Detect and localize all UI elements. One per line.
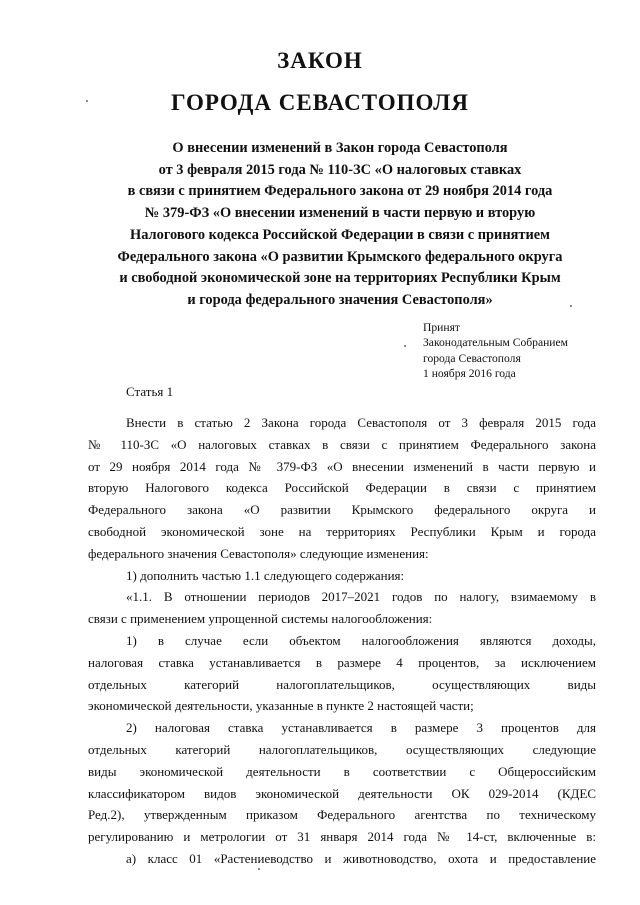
subtitle-line: и свободной экономической зоне на территориях Республики Крым — [119, 270, 561, 287]
body-line: а) класс 01 «Растениеводство и животноводство, охота и предоставление — [126, 850, 596, 866]
scan-speck — [258, 868, 260, 870]
adoption-line: города Севастополя — [423, 351, 521, 365]
body-line: отдельных категорий налогоплательщиков, осуществляющих следующие — [88, 741, 596, 757]
body-line: экономической деятельности, указанные в пункте 2 настоящей части; — [88, 698, 474, 714]
body-line: 1) дополнить частью 1.1 следующего содержания: — [126, 567, 405, 583]
body-line: отдельных категорий налогоплательщиков, осуществляющих виды — [88, 676, 596, 692]
body-line: 2) налоговая ставка устанавливается в размере 3 процентов для — [126, 720, 596, 736]
subtitle-line: № 379-ФЗ «О внесении изменений в части первую и вторую — [144, 205, 536, 222]
body-line: «1.1. В отношении периодов 2017–2021 годов по налогу, взимаемому в — [126, 589, 596, 605]
body-line: связи с применением упрощенной системы налогообложения: — [88, 611, 433, 627]
document-type-title: ЗАКОН — [277, 48, 363, 73]
subtitle-line: от 3 февраля 2015 года № 110-ЗС «О налоговых ставках — [158, 161, 522, 178]
article-body — [88, 412, 596, 870]
body-line: Внести в статью 2 Закона города Севастополя от 3 февраля 2015 года — [126, 415, 596, 430]
subtitle-line: О внесении изменений в Закон города Севастополя — [172, 140, 508, 156]
adoption-line: Законодательным Собранием — [423, 336, 568, 350]
scan-speck — [570, 305, 572, 307]
adoption-block — [423, 320, 568, 381]
body-line: налоговая ставка устанавливается в размере 4 процентов, за исключением — [88, 654, 596, 670]
body-line: федерального значения Севастополя» следующие изменения: — [88, 545, 429, 561]
body-line: регулированию и метрологии от 31 января 2014 года № 14-ст, включенные в: — [88, 829, 596, 845]
body-line: свободной экономической зоне на территориях Республики Крым и города — [88, 523, 596, 539]
body-line: вторую Налогового кодекса Российской Федерации в связи с принятием — [88, 480, 596, 496]
adoption-date: 1 ноября 2016 года — [423, 366, 516, 380]
scan-speck — [86, 100, 88, 102]
body-line: № 110-ЗС «О налоговых ставках в связи с принятием Федерального закона — [88, 436, 596, 452]
body-line: виды экономической деятельности в соответствии с Общероссийским — [88, 763, 596, 779]
subtitle-line: Федерального закона «О развитии Крымского федерального округа — [117, 248, 563, 265]
body-line: Федерального закона «О развитии Крымского федерального округа и — [88, 502, 596, 518]
law-subtitle — [70, 138, 610, 312]
article-heading: Статья 1 — [126, 384, 174, 399]
subtitle-line: в связи с принятием Федерального закона от 29 ноября 2014 года — [127, 183, 553, 200]
document-issuer-title: ГОРОДА СЕВАСТОПОЛЯ — [170, 90, 470, 115]
body-line: классификатором видов экономической деятельности ОК 029-2014 (КДЕС — [88, 785, 596, 801]
body-line: 1) в случае если объектом налогообложения являются доходы, — [126, 632, 596, 648]
body-line: от 29 ноября 2014 года № 379-ФЗ «О внесении изменений в части первую и — [88, 458, 596, 474]
adoption-line: Принят — [423, 321, 460, 334]
subtitle-line: Налогового кодекса Российской Федерации в связи с принятием — [130, 226, 550, 243]
body-line: Ред.2), утвержденным приказом Федерального агентства по техническому — [88, 807, 596, 823]
subtitle-line: и города федерального значения Севастополя» — [187, 291, 493, 308]
scan-speck — [404, 345, 406, 347]
